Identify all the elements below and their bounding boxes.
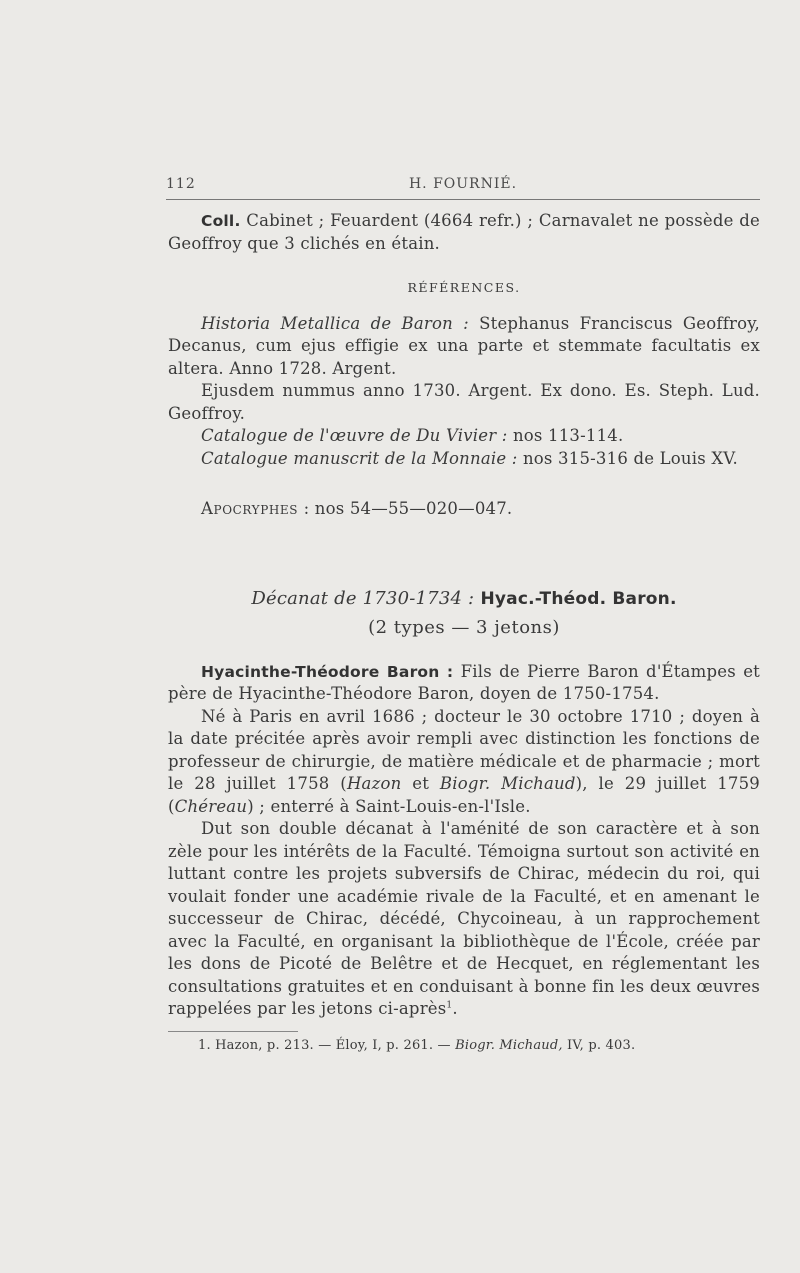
reference-text: Stephanus Franciscus Geoffroy, Decanus, cum ejus effigie ex una parte et stemmate facultatis ex altera. Anno 1728. Argent. <box>168 313 761 378</box>
reference-item <box>168 380 760 425</box>
reference-item <box>168 448 760 471</box>
reference-text: nos 113-114. <box>507 426 624 445</box>
apocryphes-line <box>168 498 760 521</box>
coll-label: Coll. <box>201 212 241 230</box>
running-head: H. FOURNIÉ. <box>408 176 518 192</box>
reference-source: Historia Metallica de Baron : <box>201 313 469 333</box>
footnote-citation: Biogr. Michaud, <box>455 1037 563 1053</box>
bio-text: ), le 29 juillet 1759 ( <box>168 774 760 816</box>
bio-intro-paragraph <box>168 661 760 706</box>
apocryphes-label: Apocryphes <box>201 499 299 518</box>
decanat-period: Décanat de 1730-1734 : <box>251 587 475 609</box>
decanat-name: Hyac.-Théod. Baron. <box>474 588 677 609</box>
bio-intro: Fils de Pierre Baron d'Étampes et père de Hyacinthe-Théodore Baron, doyen de 1750-1754. <box>168 661 760 703</box>
references-heading: RÉFÉRENCES. <box>407 280 521 295</box>
page-number: 112 <box>166 176 196 192</box>
decanat-types: (2 types — 3 jetons) <box>368 616 560 638</box>
bio-text: . <box>452 999 458 1018</box>
collections-paragraph <box>168 210 760 255</box>
footnote-rule <box>168 1031 298 1032</box>
bio-paragraph-3 <box>168 818 760 1021</box>
bio-text: Dut son double décanat à l'aménité de son caractère et à son zèle pour les intérêts de la Faculté. Témoigna surtout son activité en luttant contre les projets subversifs de Chirac, médecin du roi, qui voulait fonder une académie rivale de la Faculté, et en amenant le successeur de Chirac, décédé, Chycoineau, à un rapprochement avec la Faculté, en organisant la bibliothèque de l'École, créée par les dons de Picoté de Belêtre et de Hecquet, en réglementant les consultations gratuites et en conduisant à bonne fin les deux œuvres rappelées par les jetons ci-après <box>168 819 760 1018</box>
footnote-marker: 1 <box>446 1000 453 1011</box>
header-rule <box>166 199 760 200</box>
bio-paragraph-2 <box>168 706 760 819</box>
reference-item <box>168 313 760 381</box>
bio-text: et <box>401 774 440 793</box>
reference-source: Catalogue manuscrit de la Monnaie : <box>201 448 518 468</box>
bio-text: ) ; enterré à Saint-Louis-en-l'Isle. <box>247 796 531 816</box>
bio-citation: Biogr. Michaud <box>439 774 576 793</box>
footnote-text: 1. Hazon, p. 213. — Éloy, I, p. 261. — <box>198 1037 456 1053</box>
footnote <box>168 1037 760 1054</box>
reference-item <box>168 425 760 448</box>
reference-source: Catalogue de l'œuvre de Du Vivier : <box>201 426 508 445</box>
coll-text: Cabinet ; Feuardent (4664 refr.) ; Carnavalet ne possède de Geoffroy que 3 clichés en étain. <box>168 211 760 253</box>
page-body <box>168 210 760 1054</box>
bio-name: Hyacinthe-Théodore Baron : <box>201 662 454 681</box>
bio-citation: Hazon <box>346 774 402 793</box>
footnote-text: IV, p. 403. <box>562 1037 636 1053</box>
reference-text: Ejusdem nummus anno 1730. Argent. Ex dono. Es. Steph. Lud. Geoffroy. <box>168 381 760 423</box>
decanat-heading <box>168 585 760 613</box>
apocryphes-text: : nos 54—55—020—047. <box>298 499 513 518</box>
bio-text: Né à Paris en avril 1686 ; docteur le 30 octobre 1710 ; doyen à la date précitée après avoir rempli avec distinction les fonctions de professeur de chirurgie, de matière médicale et de pharmacie ; mort le 28 juillet 1758 ( <box>168 706 760 793</box>
reference-text: nos 315-316 de Louis XV. <box>517 448 738 468</box>
bio-citation: Chéreau <box>174 796 248 816</box>
